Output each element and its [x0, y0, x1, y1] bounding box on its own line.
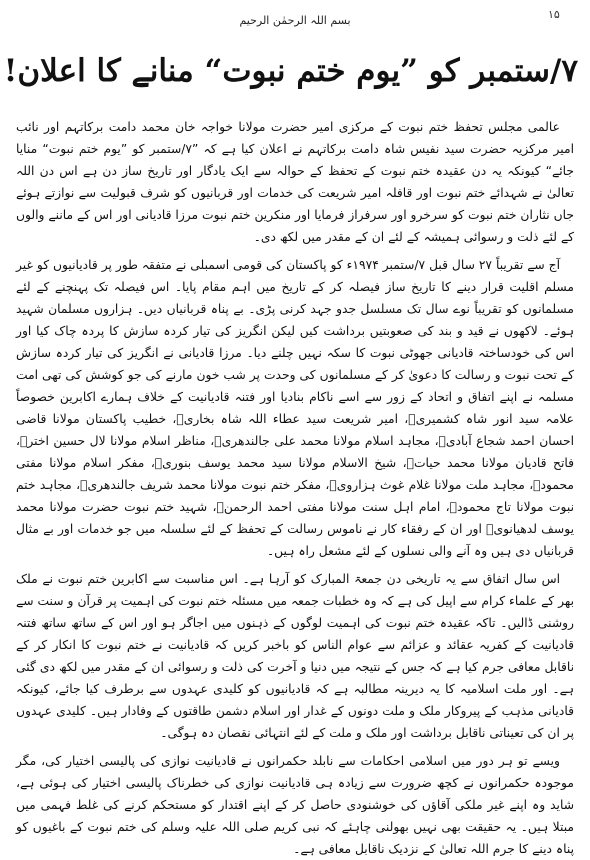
headline: ۷/ستمبر کو ”یوم ختم نبوت“ منانے کا اعلان!	[3, 53, 578, 89]
bismillah-header: بسم اللہ الرحمٰن الرحیم	[239, 14, 351, 27]
page-number: ۱۵	[548, 8, 560, 21]
paragraph-3: اس سال اتفاق سے یہ تاریخی دن جمعۃ المبارک کو آرہا ہے۔ اس مناسبت سے اکابرین ختم نبوت نے ملک بھر کے علماء کرام سے اپیل کی ہے کہ وہ خطبات جمعہ میں مسئلہ ختم نبوت کی اہمیت پر قرآن و سنت سے روشنی ڈالیں۔ تاکہ عقیدہ ختم نبوت کی اہمیت لوگوں کے ذہنوں میں اجاگر ہو اور اس کے ساتھ ساتھ فتنہ قادیانیت کے کفریہ عقائد و عزائم سے عوام الناس کو باخبر کریں کہ قادیانیت نے ختم نبوت کا انکار کر کے ناقابل معافی جرم کیا ہے کہ جس کے نتیجہ میں دنیا و آخرت کی ذلت و رسوائی ان کے مقدر میں لکھ دی گئی ہے۔ اور ملت اسلامیہ کا یہ دیرینہ مطالبہ ہے کہ قادیانیوں کو کلیدی عہدوں سے برطرف کیا جائے، کیونکہ قادیانی مذہب کے پیروکار ملک و ملت دونوں کے غدار اور اسلام دشمن طاقتوں کے وفادار ہیں۔ کلیدی عہدوں پر ان کی تعیناتی ناقابل برداشت اور ملک و ملت کے لئے انتہائی نقصان دہ ہوگی۔	[16, 572, 574, 740]
article-body	[16, 116, 574, 856]
paragraph-2: آج سے تقریباً ۲۷ سال قبل ۷/ستمبر ۱۹۷۴ء کو پاکستان کی قومی اسمبلی نے متفقہ طور پر قادیانیوں کو غیر مسلم اقلیت قرار دینے کا تاریخ ساز فیصلہ کر کے تاریخ میں اہم مقام پایا۔ اس فیصلہ تک پہنچنے کے لئے مسلمانوں کو تقریباً نوے سال تک مسلسل جدو جہد کرنی پڑی۔ بے پناہ قربانیاں دیں۔ ہزاروں مسلمان شہید ہوئے۔ لاکھوں نے قید و بند کی صعوبتیں برداشت کیں لیکن انگریز کی تیار کردہ سازش کا پردہ چاک کیا اور اس کی خودساختہ قادیانی جھوٹی نبوت کا سکہ نہیں چلنے دیا۔ مرزا قادیانی نے انگریز کی تیار کردہ سازش کے تحت نبوت و رسالت کا دعویٰ کر کے مسلمانوں کی وحدت پر شب خون مارنے کی جو کوشش کی تھی امت مسلمہ نے اپنے اتفاق و اتحاد کے زور سے اسے ناکام بنادیا اور فتنہ قادیانیت کے خلاف ہمارے اکابرین خصوصاً علامہ سید انور شاہ کشمیریؒ، امیر شریعت سید عطاء اللہ شاہ بخاریؒ، خطیب پاکستان مولانا قاضی احسان احمد شجاع آبادیؒ، مجاہد اسلام مولانا محمد علی جالندھریؒ، مناظر اسلام مولانا لال حسین اخترؒ، فاتح قادیان مولانا محمد حیاتؒ، شیخ الاسلام مولانا سید محمد یوسف بنوریؒ، مفکر اسلام مولانا مفتی محمودؒ، مجاہد ملت مولانا غلام غوث ہزارویؒ، مفکر ختم نبوت مولانا محمد شریف جالندھریؒ، مجاہد ختم نبوت مولانا تاج محمودؒ، امام اہل سنت مولانا مفتی احمد الرحمنؒ، شہید ختم نبوت حضرت مولانا محمد یوسف لدھیانویؒ اور ان کے رفقاء کار نے ناموس رسالت کے تحفظ کے لئے سلسلہ میں جو خدمات اور بے مثال قربانیاں دی ہیں وہ آنے والی نسلوں کے لئے مشعل راہ ہیں۔	[16, 258, 574, 558]
paragraph-1: عالمی مجلس تحفظ ختم نبوت کے مرکزی امیر حضرت مولانا خواجہ خان محمد دامت برکاتہم اور نائب امیر مرکزیہ حضرت سید نفیس شاہ دامت برکاتہم نے اعلان کیا ہے کہ ”۷/ستمبر کو ”یوم ختم نبوت“ منایا جائے“ کیونکہ یہ دن عقیدہ ختم نبوت کے تحفظ کے حوالہ سے ایک یادگار اور تاریخ ساز دن ہے اس دن اللہ تعالیٰ نے شہدائے ختم نبوت اور قافلہ امیر شریعت کی خدمات اور قربانیوں کو شرف قبولیت سے نوازتے ہوئے جاں نثاران ختم نبوت کو سرخرو اور سرفراز فرمایا اور منکرین ختم نبوت مرزا قادیانی اور اس کے ماننے والوں کے لئے ذلت و رسوائی ہمیشہ کے لئے ان کے مقدر میں لکھ دی۔	[16, 120, 574, 244]
paragraph-4: ویسے تو ہر دور میں اسلامی احکامات سے نابلد حکمرانوں نے قادیانیت نوازی کی پالیسی اختیار کی، مگر موجودہ حکمرانوں نے کچھ ضرورت سے زیادہ ہی قادیانیت نوازی کی خطرناک پالیسی اختیار کی ہوئی ہے، شاید وہ اپنے غیر ملکی آقاؤں کی خوشنودی حاصل کر کے اپنے اقتدار کو مستحکم کرنے کی غلط فہمی میں مبتلا ہیں۔ یہ حقیقت بھی نہیں بھولنی چاہئے کہ نبی کریم صلی اللہ علیہ وسلم کی ختم نبوت کے باغیوں کو پناہ دینے کا جرم اللہ تعالیٰ کے نزدیک ناقابل معافی ہے۔	[16, 754, 574, 856]
